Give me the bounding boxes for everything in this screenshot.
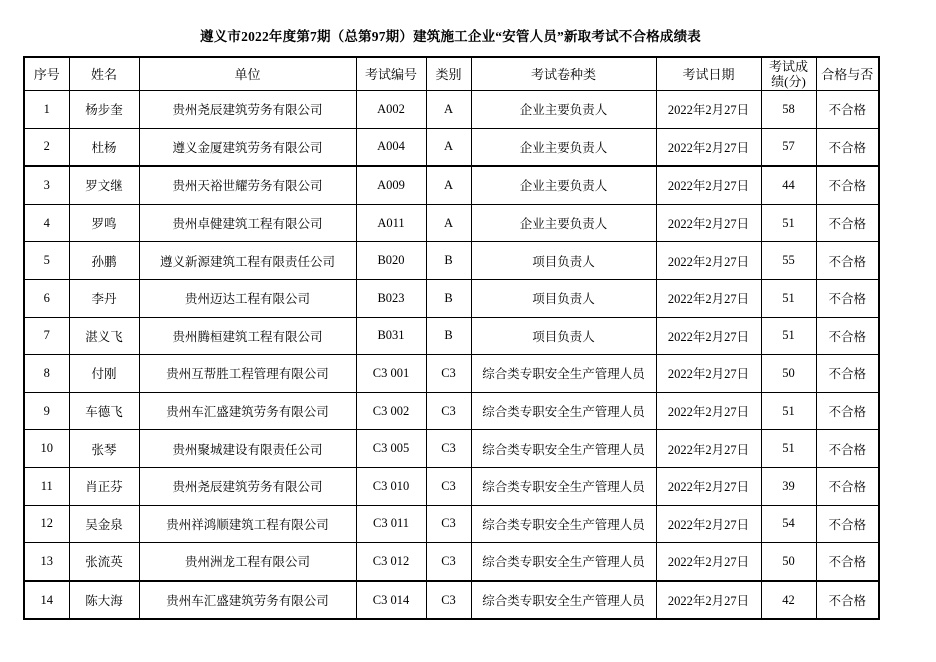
cell-seq: 10 <box>24 430 69 468</box>
cell-name: 吴金泉 <box>69 505 139 543</box>
cell-category: A <box>426 128 471 166</box>
table-row <box>24 505 879 543</box>
cell-score: 51 <box>761 317 816 355</box>
cell-seq: 6 <box>24 279 69 317</box>
cell-pass: 不合格 <box>816 317 879 355</box>
cell-score: 54 <box>761 505 816 543</box>
cell-paper-type: 综合类专职安全生产管理人员 <box>471 467 656 505</box>
cell-exam-no: C3 002 <box>356 392 426 430</box>
cell-name: 张流英 <box>69 543 139 581</box>
cell-pass: 不合格 <box>816 581 879 620</box>
page-title: 遵义市2022年度第7期（总第97期）建筑施工企业“安管人员”新取考试不合格成绩表 <box>200 29 701 44</box>
header-seq: 序号 <box>24 57 69 91</box>
cell-name: 罗鸣 <box>69 204 139 242</box>
cell-exam-no: C3 014 <box>356 581 426 620</box>
cell-unit: 贵州尧辰建筑劳务有限公司 <box>139 467 356 505</box>
table-row <box>24 166 879 204</box>
cell-exam-date: 2022年2月27日 <box>656 128 761 166</box>
cell-exam-no: B031 <box>356 317 426 355</box>
header-exam-no: 考试编号 <box>356 57 426 91</box>
header-unit: 单位 <box>139 57 356 91</box>
cell-exam-no: B020 <box>356 242 426 280</box>
cell-score: 50 <box>761 543 816 581</box>
cell-exam-date: 2022年2月27日 <box>656 581 761 620</box>
header-paper-type: 考试卷种类 <box>471 57 656 91</box>
cell-category: B <box>426 317 471 355</box>
cell-category: C3 <box>426 355 471 393</box>
table-row <box>24 242 879 280</box>
cell-category: C3 <box>426 581 471 620</box>
cell-exam-date: 2022年2月27日 <box>656 204 761 242</box>
cell-seq: 13 <box>24 543 69 581</box>
cell-unit: 贵州互帮胜工程管理有限公司 <box>139 355 356 393</box>
cell-exam-date: 2022年2月27日 <box>656 91 761 129</box>
cell-exam-no: A009 <box>356 166 426 204</box>
cell-category: A <box>426 91 471 129</box>
cell-score: 51 <box>761 392 816 430</box>
table-row <box>24 392 879 430</box>
cell-name: 杨步奎 <box>69 91 139 129</box>
cell-unit: 贵州洲龙工程有限公司 <box>139 543 356 581</box>
cell-name: 肖正芬 <box>69 467 139 505</box>
header-score-line2: 绩(分) <box>771 74 806 89</box>
cell-name: 罗文继 <box>69 166 139 204</box>
cell-score: 51 <box>761 204 816 242</box>
cell-exam-date: 2022年2月27日 <box>656 355 761 393</box>
table-row <box>24 467 879 505</box>
cell-name: 车德飞 <box>69 392 139 430</box>
header-name: 姓名 <box>69 57 139 91</box>
cell-category: C3 <box>426 543 471 581</box>
cell-unit: 贵州尧辰建筑劳务有限公司 <box>139 91 356 129</box>
cell-score: 51 <box>761 430 816 468</box>
cell-unit: 贵州聚城建设有限责任公司 <box>139 430 356 468</box>
table-row <box>24 430 879 468</box>
header-exam-date: 考试日期 <box>656 57 761 91</box>
header-category: 类别 <box>426 57 471 91</box>
cell-exam-date: 2022年2月27日 <box>656 392 761 430</box>
cell-exam-date: 2022年2月27日 <box>656 505 761 543</box>
cell-unit: 贵州卓健建筑工程有限公司 <box>139 204 356 242</box>
cell-pass: 不合格 <box>816 543 879 581</box>
cell-name: 付刚 <box>69 355 139 393</box>
cell-score: 57 <box>761 128 816 166</box>
cell-paper-type: 企业主要负责人 <box>471 91 656 129</box>
cell-seq: 2 <box>24 128 69 166</box>
table-row <box>24 581 879 620</box>
cell-name: 湛义飞 <box>69 317 139 355</box>
table-row <box>24 204 879 242</box>
cell-paper-type: 企业主要负责人 <box>471 166 656 204</box>
cell-name: 张琴 <box>69 430 139 468</box>
cell-exam-date: 2022年2月27日 <box>656 279 761 317</box>
cell-name: 陈大海 <box>69 581 139 620</box>
cell-unit: 遵义金厦建筑劳务有限公司 <box>139 128 356 166</box>
cell-pass: 不合格 <box>816 204 879 242</box>
cell-seq: 1 <box>24 91 69 129</box>
cell-exam-date: 2022年2月27日 <box>656 317 761 355</box>
cell-category: C3 <box>426 467 471 505</box>
cell-paper-type: 项目负责人 <box>471 242 656 280</box>
cell-unit: 遵义新源建筑工程有限责任公司 <box>139 242 356 280</box>
cell-paper-type: 综合类专职安全生产管理人员 <box>471 505 656 543</box>
cell-pass: 不合格 <box>816 430 879 468</box>
cell-unit: 贵州迈达工程有限公司 <box>139 279 356 317</box>
cell-paper-type: 项目负责人 <box>471 317 656 355</box>
cell-paper-type: 企业主要负责人 <box>471 128 656 166</box>
cell-paper-type: 综合类专职安全生产管理人员 <box>471 392 656 430</box>
header-score <box>761 57 816 91</box>
cell-exam-no: A002 <box>356 91 426 129</box>
table-row <box>24 279 879 317</box>
cell-score: 58 <box>761 91 816 129</box>
table-body <box>24 91 879 620</box>
cell-category: C3 <box>426 392 471 430</box>
cell-seq: 5 <box>24 242 69 280</box>
cell-name: 孙鹏 <box>69 242 139 280</box>
cell-pass: 不合格 <box>816 392 879 430</box>
cell-pass: 不合格 <box>816 355 879 393</box>
cell-exam-date: 2022年2月27日 <box>656 543 761 581</box>
cell-exam-no: A004 <box>356 128 426 166</box>
cell-score: 50 <box>761 355 816 393</box>
cell-unit: 贵州车汇盛建筑劳务有限公司 <box>139 392 356 430</box>
cell-exam-date: 2022年2月27日 <box>656 166 761 204</box>
cell-category: A <box>426 204 471 242</box>
cell-paper-type: 项目负责人 <box>471 279 656 317</box>
cell-seq: 12 <box>24 505 69 543</box>
cell-seq: 8 <box>24 355 69 393</box>
cell-exam-date: 2022年2月27日 <box>656 430 761 468</box>
cell-score: 55 <box>761 242 816 280</box>
cell-name: 杜杨 <box>69 128 139 166</box>
cell-score: 39 <box>761 467 816 505</box>
table-row <box>24 317 879 355</box>
cell-exam-date: 2022年2月27日 <box>656 467 761 505</box>
cell-pass: 不合格 <box>816 505 879 543</box>
cell-category: C3 <box>426 430 471 468</box>
cell-exam-no: A011 <box>356 204 426 242</box>
cell-seq: 11 <box>24 467 69 505</box>
cell-seq: 7 <box>24 317 69 355</box>
table-row <box>24 355 879 393</box>
cell-pass: 不合格 <box>816 91 879 129</box>
cell-exam-no: C3 010 <box>356 467 426 505</box>
cell-pass: 不合格 <box>816 166 879 204</box>
cell-name: 李丹 <box>69 279 139 317</box>
header-pass: 合格与否 <box>816 57 879 91</box>
cell-unit: 贵州天裕世耀劳务有限公司 <box>139 166 356 204</box>
cell-unit: 贵州祥鸿顺建筑工程有限公司 <box>139 505 356 543</box>
cell-exam-no: C3 001 <box>356 355 426 393</box>
cell-paper-type: 综合类专职安全生产管理人员 <box>471 543 656 581</box>
cell-paper-type: 综合类专职安全生产管理人员 <box>471 581 656 620</box>
cell-seq: 4 <box>24 204 69 242</box>
cell-pass: 不合格 <box>816 467 879 505</box>
cell-score: 51 <box>761 279 816 317</box>
header-score-line1: 考试成 <box>768 59 808 74</box>
cell-category: B <box>426 279 471 317</box>
table-row <box>24 543 879 581</box>
cell-category: B <box>426 242 471 280</box>
cell-exam-no: C3 011 <box>356 505 426 543</box>
cell-paper-type: 企业主要负责人 <box>471 204 656 242</box>
cell-pass: 不合格 <box>816 279 879 317</box>
table-header <box>24 57 879 91</box>
cell-paper-type: 综合类专职安全生产管理人员 <box>471 430 656 468</box>
grades-table <box>23 56 880 620</box>
cell-exam-date: 2022年2月27日 <box>656 242 761 280</box>
cell-category: A <box>426 166 471 204</box>
cell-seq: 3 <box>24 166 69 204</box>
cell-seq: 9 <box>24 392 69 430</box>
cell-category: C3 <box>426 505 471 543</box>
cell-unit: 贵州腾桓建筑工程有限公司 <box>139 317 356 355</box>
header-row <box>24 57 879 91</box>
cell-seq: 14 <box>24 581 69 620</box>
cell-score: 42 <box>761 581 816 620</box>
table-row <box>24 91 879 129</box>
cell-unit: 贵州车汇盛建筑劳务有限公司 <box>139 581 356 620</box>
cell-score: 44 <box>761 166 816 204</box>
cell-exam-no: B023 <box>356 279 426 317</box>
cell-paper-type: 综合类专职安全生产管理人员 <box>471 355 656 393</box>
cell-pass: 不合格 <box>816 128 879 166</box>
cell-exam-no: C3 012 <box>356 543 426 581</box>
cell-exam-no: C3 005 <box>356 430 426 468</box>
cell-pass: 不合格 <box>816 242 879 280</box>
table-row <box>24 128 879 166</box>
